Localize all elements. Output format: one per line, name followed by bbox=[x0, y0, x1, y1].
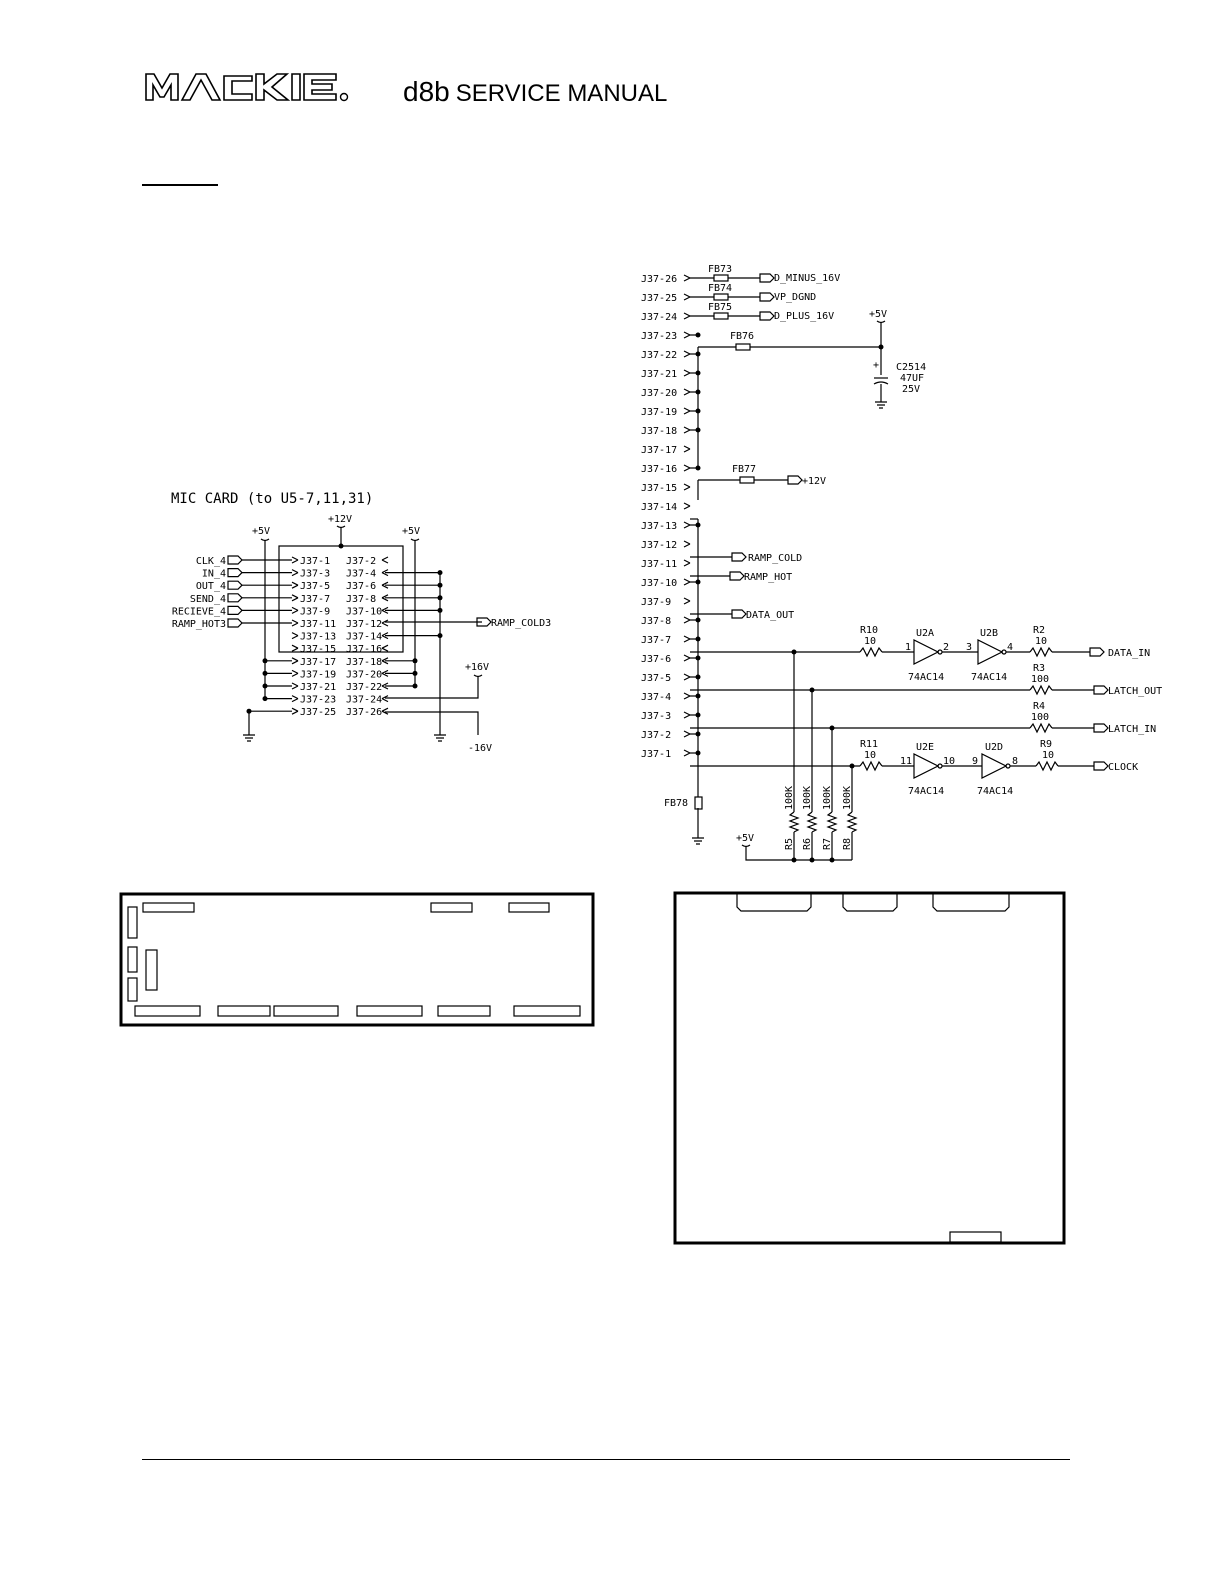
mic-pin-left-label: J37-1 bbox=[300, 556, 331, 567]
j37-pin-label: J37-25 bbox=[641, 293, 678, 304]
cap-voltage: 25V bbox=[902, 384, 921, 395]
mic-signal-port bbox=[228, 581, 242, 589]
net-clock: CLOCK bbox=[1108, 762, 1139, 773]
j37-pin-label: J37-10 bbox=[641, 578, 678, 589]
mic-signal-label: CLK_4 bbox=[195, 556, 226, 567]
cap-ref: C2514 bbox=[896, 362, 927, 373]
v5-node-left bbox=[263, 684, 268, 689]
j37-pin-label: J37-18 bbox=[641, 426, 678, 437]
net-data-out: DATA_OUT bbox=[746, 610, 795, 621]
mic-pin-left-label: J37-19 bbox=[300, 669, 337, 681]
r7-val: 100K bbox=[822, 785, 833, 810]
gnd-node bbox=[438, 608, 443, 613]
j37-pin-label: J37-6 bbox=[641, 654, 672, 665]
pin-arrow bbox=[684, 313, 690, 319]
u2a-pin-out: 2 bbox=[943, 642, 950, 653]
r5-ref: R5 bbox=[784, 837, 795, 850]
fb77-wiring bbox=[698, 476, 802, 484]
pin-arrow bbox=[684, 541, 690, 547]
pin-arrow bbox=[292, 607, 298, 613]
j37-pin-label: J37-22 bbox=[641, 350, 678, 361]
mic-pin-right-label: J37-12 bbox=[346, 619, 383, 630]
mic-pin-right-label: J37-26 bbox=[346, 707, 383, 719]
r2-ref: R2 bbox=[1033, 625, 1046, 636]
u2b-type: 74AC14 bbox=[971, 672, 1008, 683]
r4-ref: R4 bbox=[1033, 701, 1046, 712]
r9-ref: R9 bbox=[1040, 739, 1053, 750]
r9-val: 10 bbox=[1042, 750, 1055, 761]
j37-pin-label: J37-8 bbox=[641, 616, 672, 627]
node-r5-bottom bbox=[792, 858, 797, 863]
j37-pin-label: J37-12 bbox=[641, 540, 678, 551]
j37-pin-label: J37-17 bbox=[641, 445, 678, 456]
mic-signal-label: SEND_4 bbox=[189, 593, 226, 605]
pin-arrow bbox=[684, 731, 690, 737]
mic-pin-left-label: J37-3 bbox=[300, 568, 331, 580]
u2b-ref: U2B bbox=[980, 628, 999, 639]
net-data-in: DATA_IN bbox=[1108, 648, 1151, 659]
gnd-node bbox=[438, 595, 443, 600]
fb78-label: FB78 bbox=[664, 798, 689, 809]
cap-plus: + bbox=[873, 360, 880, 371]
pin-arrow bbox=[382, 557, 388, 563]
mic-pin-left-label: J37-17 bbox=[300, 656, 337, 668]
ramp-cold3-label: RAMP_COLD3 bbox=[491, 618, 552, 629]
j37-pin-label: J37-16 bbox=[641, 464, 678, 475]
j37-pin-label: J37-14 bbox=[641, 502, 678, 513]
pin-arrow bbox=[382, 708, 388, 714]
j37-pin-list bbox=[641, 274, 701, 760]
v5-node bbox=[413, 671, 418, 676]
pin-arrow bbox=[684, 503, 690, 509]
cap-node bbox=[879, 345, 884, 350]
mic-signal-port bbox=[228, 594, 242, 602]
mic-pin-right-label: J37-8 bbox=[346, 593, 377, 605]
pin-arrow bbox=[292, 620, 298, 626]
board-outline-right bbox=[675, 893, 1064, 1243]
u2e-ref: U2E bbox=[916, 742, 935, 753]
pin-arrow bbox=[292, 570, 298, 576]
u2a-type: 74AC14 bbox=[908, 672, 945, 683]
gnd-node bbox=[438, 633, 443, 638]
pin-arrow bbox=[684, 332, 690, 338]
net-12v: +12V bbox=[802, 476, 827, 487]
u2b-pin-out: 4 bbox=[1007, 642, 1014, 653]
mic-supply-16v: +16V bbox=[465, 662, 490, 673]
mic-pin-right-label: J37-14 bbox=[346, 631, 383, 643]
mic-signal-port bbox=[228, 606, 242, 614]
pin-arrow bbox=[684, 389, 690, 395]
pin-arrow bbox=[684, 579, 690, 585]
gnd-node-left bbox=[247, 709, 252, 714]
fb76-label: FB76 bbox=[730, 331, 755, 342]
net-d-minus: D_MINUS_16V bbox=[774, 273, 841, 284]
pin-arrow bbox=[382, 645, 388, 651]
u2a-ref: U2A bbox=[916, 628, 935, 639]
j37-pin-label: J37-20 bbox=[641, 388, 678, 399]
pin-arrow bbox=[684, 655, 690, 661]
mic-signal-label: RAMP_HOT3 bbox=[171, 619, 226, 630]
mic-signal-port bbox=[228, 569, 242, 577]
gnd-node bbox=[438, 583, 443, 588]
mic-pins-left bbox=[247, 556, 337, 718]
left-board-connectors bbox=[128, 903, 580, 1016]
pin-arrow bbox=[292, 557, 298, 563]
r7-ref: R7 bbox=[822, 837, 833, 850]
fb73-75-wiring bbox=[690, 274, 774, 320]
u2d-pin-in: 9 bbox=[972, 756, 979, 767]
node-r7-bottom bbox=[830, 858, 835, 863]
manual-title: SERVICE MANUAL bbox=[455, 80, 668, 107]
r11-val: 10 bbox=[864, 750, 877, 761]
j37-pin-label: J37-1 bbox=[641, 749, 672, 760]
j37-pin-label: J37-15 bbox=[641, 483, 678, 494]
net-ramp-hot: RAMP_HOT bbox=[744, 572, 793, 583]
r2-val: 10 bbox=[1035, 636, 1048, 647]
j37-pin-label: J37-5 bbox=[641, 673, 672, 684]
mic-pin-right-label: J37-2 bbox=[346, 556, 377, 567]
mic-pin-left-label: J37-13 bbox=[300, 631, 337, 643]
mic-supply-5v-right: +5V bbox=[402, 526, 421, 537]
mic-left-signals bbox=[172, 556, 292, 630]
mic-pin-left-label: J37-11 bbox=[300, 619, 337, 630]
node-r6 bbox=[810, 688, 815, 693]
pin-arrow bbox=[684, 294, 690, 300]
j37-pin-label: J37-19 bbox=[641, 407, 678, 418]
j37-pin-label: J37-21 bbox=[641, 369, 678, 380]
u2d-ref: U2D bbox=[985, 742, 1004, 753]
pin-arrow bbox=[684, 636, 690, 642]
net-ramp-cold: RAMP_COLD bbox=[748, 553, 803, 564]
r11-ref: R11 bbox=[860, 739, 879, 750]
j37-pin-label: J37-9 bbox=[641, 597, 672, 608]
mic-card-schematic bbox=[171, 491, 551, 754]
mic-pin-left-label: J37-23 bbox=[300, 694, 337, 706]
mic-pin-left-label: J37-25 bbox=[300, 707, 337, 719]
mic-signal-port bbox=[228, 619, 242, 627]
pin-arrow bbox=[684, 446, 690, 452]
fb74-label: FB74 bbox=[708, 283, 733, 294]
mic-supply-5v-left: +5V bbox=[252, 526, 271, 537]
pin-arrow bbox=[684, 522, 690, 528]
fb76-wiring bbox=[698, 321, 888, 408]
latch-wiring bbox=[690, 686, 1108, 732]
v12-node bbox=[339, 544, 344, 549]
pin-arrow bbox=[684, 427, 690, 433]
r5-val: 100K bbox=[784, 785, 795, 810]
u2b-pin-in: 3 bbox=[966, 642, 973, 653]
node-r6-bottom bbox=[810, 858, 815, 863]
v5-node-left bbox=[263, 658, 268, 663]
supply-5v-bottom: +5V bbox=[736, 833, 755, 844]
r10-val: 10 bbox=[864, 636, 877, 647]
pin-arrow bbox=[292, 645, 298, 651]
pin-arrow bbox=[292, 708, 298, 714]
j37-pin-label: J37-11 bbox=[641, 559, 678, 570]
net-vp-dgnd: VP_DGND bbox=[774, 292, 817, 303]
r4-val: 100 bbox=[1031, 712, 1050, 723]
net-d-plus: D_PLUS_16V bbox=[774, 311, 835, 322]
node-r8 bbox=[850, 764, 855, 769]
mic-pins-right bbox=[339, 544, 443, 719]
j37-pin-label: J37-24 bbox=[641, 312, 678, 323]
pin-arrow bbox=[292, 633, 298, 639]
v5-node bbox=[413, 658, 418, 663]
mic-pin-right-label: J37-18 bbox=[346, 656, 383, 668]
fb77-label: FB77 bbox=[732, 464, 757, 475]
pin-arrow bbox=[382, 620, 388, 626]
j37-pin-label: J37-26 bbox=[641, 274, 678, 285]
mic-signal-label: IN_4 bbox=[201, 568, 226, 580]
pin-arrow bbox=[684, 750, 690, 756]
mic-card-title: MIC CARD (to U5-7,11,31) bbox=[171, 491, 374, 507]
r6-ref: R6 bbox=[802, 837, 813, 850]
pin-arrow bbox=[684, 465, 690, 471]
pin-arrow bbox=[684, 370, 690, 376]
r8-ref: R8 bbox=[842, 837, 853, 850]
pin-arrow bbox=[292, 670, 298, 676]
u2e-type: 74AC14 bbox=[908, 786, 945, 797]
mic-pin-left-label: J37-9 bbox=[300, 606, 331, 618]
r3-val: 100 bbox=[1031, 674, 1050, 685]
pin-arrow bbox=[684, 275, 690, 281]
mic-pin-right-label: J37-6 bbox=[346, 581, 377, 593]
mic-pin-left-label: J37-5 bbox=[300, 581, 331, 593]
mic-pin-right-label: J37-16 bbox=[346, 644, 383, 656]
pin-arrow bbox=[684, 484, 690, 490]
r10-ref: R10 bbox=[860, 625, 879, 636]
cap-value: 47UF bbox=[900, 373, 925, 384]
mic-pin-right-label: J37-24 bbox=[346, 694, 383, 706]
pin-arrow bbox=[684, 674, 690, 680]
pin-arrow bbox=[684, 712, 690, 718]
u2e-pin-in: 11 bbox=[900, 756, 913, 767]
mic-pin-right-label: J37-4 bbox=[346, 568, 377, 580]
pin-arrow bbox=[684, 560, 690, 566]
u2d-pin-out: 8 bbox=[1012, 756, 1019, 767]
r8-val: 100K bbox=[842, 785, 853, 810]
model-name: d8b bbox=[403, 76, 450, 107]
fb75-label: FB75 bbox=[708, 302, 733, 313]
j37-pin-label: J37-13 bbox=[641, 521, 678, 532]
node-r7 bbox=[830, 726, 835, 731]
mic-supply-neg16v: -16V bbox=[468, 743, 493, 754]
j37-pin-label: J37-3 bbox=[641, 711, 672, 722]
pin-arrow bbox=[292, 595, 298, 601]
mic-pin-left-label: J37-15 bbox=[300, 644, 337, 656]
board-outline-left bbox=[121, 894, 593, 1025]
r3-ref: R3 bbox=[1033, 663, 1046, 674]
pin-arrow bbox=[292, 683, 298, 689]
j37-pin-label: J37-7 bbox=[641, 635, 672, 646]
net-latch-in: LATCH_IN bbox=[1108, 724, 1157, 735]
mic-pin-right-label: J37-10 bbox=[346, 606, 383, 618]
pin-arrow bbox=[684, 693, 690, 699]
j37-pin-label: J37-4 bbox=[641, 692, 672, 703]
j37-pin-label: J37-23 bbox=[641, 331, 678, 342]
pin-arrow bbox=[684, 351, 690, 357]
j37-pin-label: J37-2 bbox=[641, 730, 672, 741]
u2a-pin-in: 1 bbox=[905, 642, 912, 653]
pull-resistors bbox=[742, 652, 856, 860]
mic-signal-label: OUT_4 bbox=[195, 581, 226, 593]
u2e-pin-out: 10 bbox=[943, 756, 956, 767]
mic-signal-label: RECIEVE_4 bbox=[171, 606, 226, 618]
v5-node bbox=[413, 684, 418, 689]
pin-arrow bbox=[292, 696, 298, 702]
u2d-type: 74AC14 bbox=[977, 786, 1014, 797]
mic-signal-port bbox=[228, 556, 242, 564]
node-r5 bbox=[792, 650, 797, 655]
pin-arrow bbox=[292, 658, 298, 664]
r6-val: 100K bbox=[802, 785, 813, 810]
gnd-node bbox=[438, 570, 443, 575]
pin-arrow bbox=[684, 617, 690, 623]
supply-5v-top: +5V bbox=[869, 309, 888, 320]
pin-arrow bbox=[292, 582, 298, 588]
pin-arrow bbox=[684, 408, 690, 414]
right-board-connectors bbox=[737, 893, 1009, 1242]
mic-supply-12v: +12V bbox=[328, 514, 353, 525]
fb73-label: FB73 bbox=[708, 264, 733, 275]
footer-rule bbox=[142, 1459, 1070, 1460]
net-latch-out: LATCH_OUT bbox=[1108, 686, 1163, 697]
pin-arrow bbox=[684, 598, 690, 604]
mic-pin-right-label: J37-22 bbox=[346, 682, 383, 693]
mic-pin-right-label: J37-20 bbox=[346, 669, 383, 681]
v5-node-left bbox=[263, 671, 268, 676]
mic-pin-left-label: J37-7 bbox=[300, 593, 331, 605]
mic-pin-left-label: J37-21 bbox=[300, 682, 337, 693]
mic-grounds bbox=[243, 735, 446, 741]
j37-schematic bbox=[641, 264, 1162, 863]
v5-node-left bbox=[263, 696, 268, 701]
